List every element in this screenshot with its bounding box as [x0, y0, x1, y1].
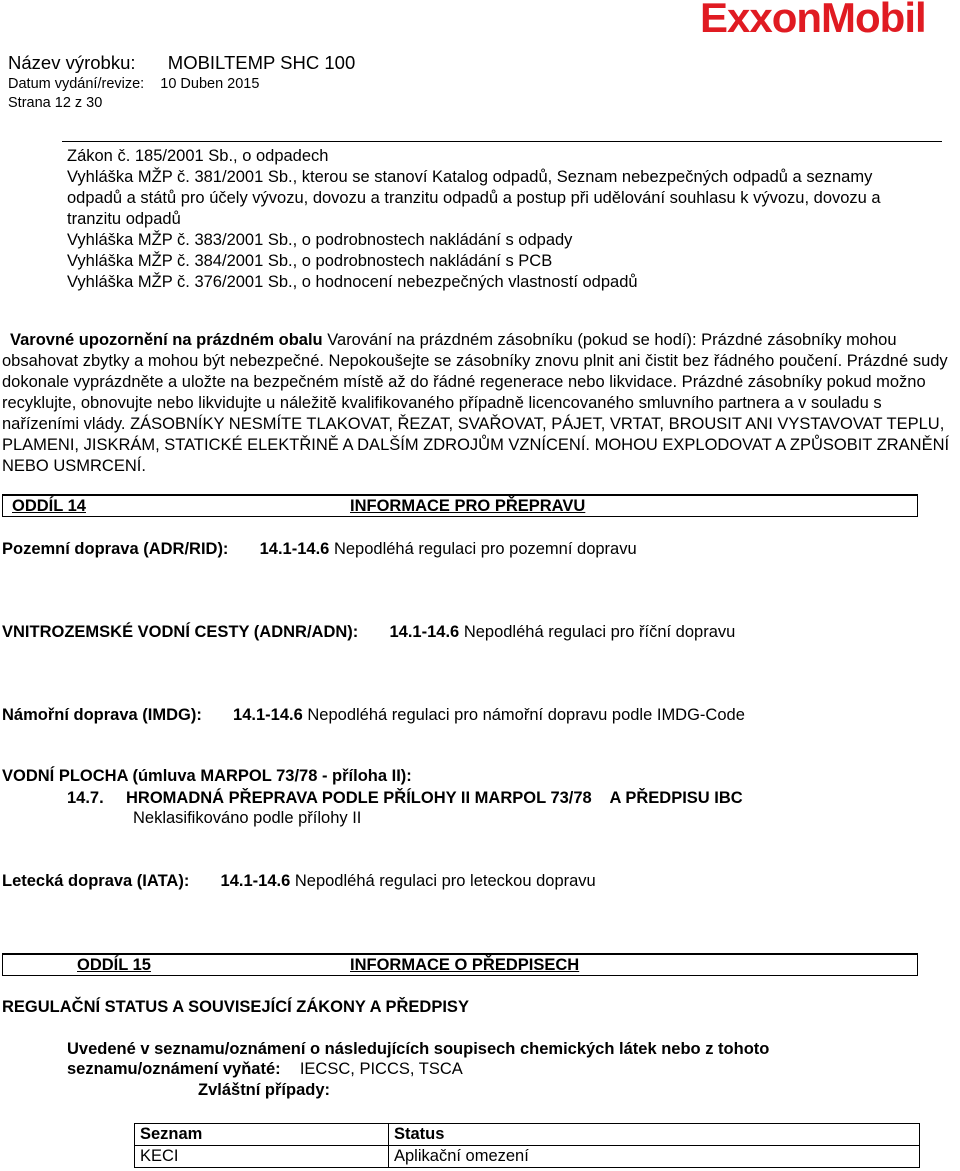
header-divider [62, 141, 942, 142]
marpol-num: 14.7. [67, 789, 104, 807]
marpol-title: HROMADNÁ PŘEPRAVA PODLE PŘÍLOHY II MARPOL 73/78 A PŘEDPISU IBC [126, 789, 743, 807]
date-value: 10 Duben 2015 [160, 76, 260, 92]
sea-code: 14.1-14.6 [233, 706, 303, 724]
section-15-title: INFORMACE O PŘEDPISECH [350, 956, 580, 974]
table-header-seznam: Seznam [135, 1124, 389, 1146]
law-line: Zákon č. 185/2001 Sb., o odpadech [67, 147, 329, 165]
law-line: Vyhláška MŽP č. 384/2001 Sb., o podrobnostech nakládání s PCB [67, 252, 553, 270]
empty-container-warning [2, 330, 952, 477]
section-15-number: ODDÍL 15 [77, 956, 151, 974]
warning-label: Varovné upozornění na prázdném obalu [10, 331, 323, 349]
section-14-title: INFORMACE PRO PŘEPRAVU [350, 497, 586, 515]
section-14-number: ODDÍL 14 [12, 497, 86, 515]
law-list [67, 146, 881, 293]
table-row [135, 1146, 920, 1168]
inland-label: VNITROZEMSKÉ VODNÍ CESTY (ADNR/ADN): [2, 623, 359, 641]
product-name-line [8, 52, 355, 74]
marpol-text: Neklasifikováno podle přílohy II [133, 809, 362, 827]
law-line: Vyhláška MŽP č. 383/2001 Sb., o podrobnostech nakládání s odpady [67, 231, 573, 249]
air-text: Nepodléhá regulaci pro leteckou dopravu [294, 872, 596, 890]
inland-text: Nepodléhá regulaci pro říční dopravu [463, 623, 736, 641]
page-number: Strana 12 z 30 [8, 95, 103, 111]
date-line [8, 76, 259, 92]
inland-waterways-row [2, 623, 735, 642]
inventory-line-1: Uvedené v seznamu/oznámení o následujících soupisech chemických látek nebo z tohoto [67, 1040, 770, 1058]
sea-label: Námořní doprava (IMDG): [2, 706, 202, 724]
air-code: 14.1-14.6 [220, 872, 291, 890]
inventory-values: IECSC, PICCS, TSCA [299, 1060, 463, 1078]
law-line: tranzitu odpadů [67, 210, 181, 228]
inland-code: 14.1-14.6 [389, 623, 460, 641]
road-label: Pozemní doprava (ADR/RID): [2, 540, 229, 558]
law-line: Vyhláška MŽP č. 376/2001 Sb., o hodnocení nebezpečných vlastností odpadů [67, 273, 638, 291]
sea-transport-row [2, 706, 745, 725]
road-transport-row [2, 540, 637, 559]
inventory-line-2 [67, 1060, 463, 1079]
inventory-label: seznamu/oznámení vyňaté: [67, 1060, 281, 1078]
table-header-row [135, 1124, 920, 1146]
law-line: odpadů a států pro účely vývozu, dovozu a tranzitu odpadů a postup při udělování souhlasu k vývozu, dovozu a [67, 189, 881, 207]
date-label: Datum vydání/revize: [8, 76, 145, 92]
special-cases-table [134, 1123, 920, 1168]
sea-text: Nepodléhá regulaci pro námořní dopravu podle IMDG-Code [307, 706, 745, 724]
special-cases-label: Zvláštní případy: [198, 1081, 331, 1099]
table-cell-seznam: KECI [135, 1146, 389, 1168]
road-text: Nepodléhá regulaci pro pozemní dopravu [333, 540, 637, 558]
marpol-label: VODNÍ PLOCHA (úmluva MARPOL 73/78 - příloha II): [2, 767, 412, 785]
table-header-status: Status [389, 1124, 920, 1146]
warning-text: Varování na prázdném zásobníku (pokud se hodí): Prázdné zásobníky mohou obsahovat zbytky a mohou být nebezpečné. Nepokoušejte se zásobníky znovu plnit ani čistit bez řádného poučení. Prázdné sudy dokonale vyprázdněte a uložte na bezpečném místě až do řádné regenerace nebo likvidace. Prázdné zásobníky pokud možno recyklujte, obnovujte nebo likvidujte u náležitě kvalifikovaného případně licencovaného smluvního partnera a v souladu s nařízeními vlády. ZÁSOBNÍKY NESMÍTE TLAKOVAT, ŘEZAT, SVAŘOVAT, PÁJET, VRTAT, BROUSIT ANI VYSTAVOVAT TEPLU, PLAMENI, JISKRÁM, STATICKÉ ELEKTŘINĚ A DALŠÍM ZDROJŮM VZNÍCENÍ. MOHOU EXPLODOVAT A ZPŮSOBIT ZRANĚNÍ NEBO USMRCENÍ. [2, 331, 950, 475]
exxonmobil-logo: ExxonMobil [700, 0, 926, 41]
regulatory-status-heading: REGULAČNÍ STATUS A SOUVISEJÍCÍ ZÁKONY A PŘEDPISY [2, 998, 469, 1016]
law-line: Vyhláška MŽP č. 381/2001 Sb., kterou se stanoví Katalog odpadů, Seznam nebezpečných odpadů a seznamy [67, 168, 873, 186]
air-label: Letecká doprava (IATA): [2, 872, 190, 890]
table-cell-status: Aplikační omezení [389, 1146, 920, 1168]
product-label: Název výrobku: [8, 52, 136, 73]
road-code: 14.1-14.6 [259, 540, 330, 558]
air-transport-row [2, 872, 596, 891]
product-name: MOBILTEMP SHC 100 [167, 52, 356, 73]
